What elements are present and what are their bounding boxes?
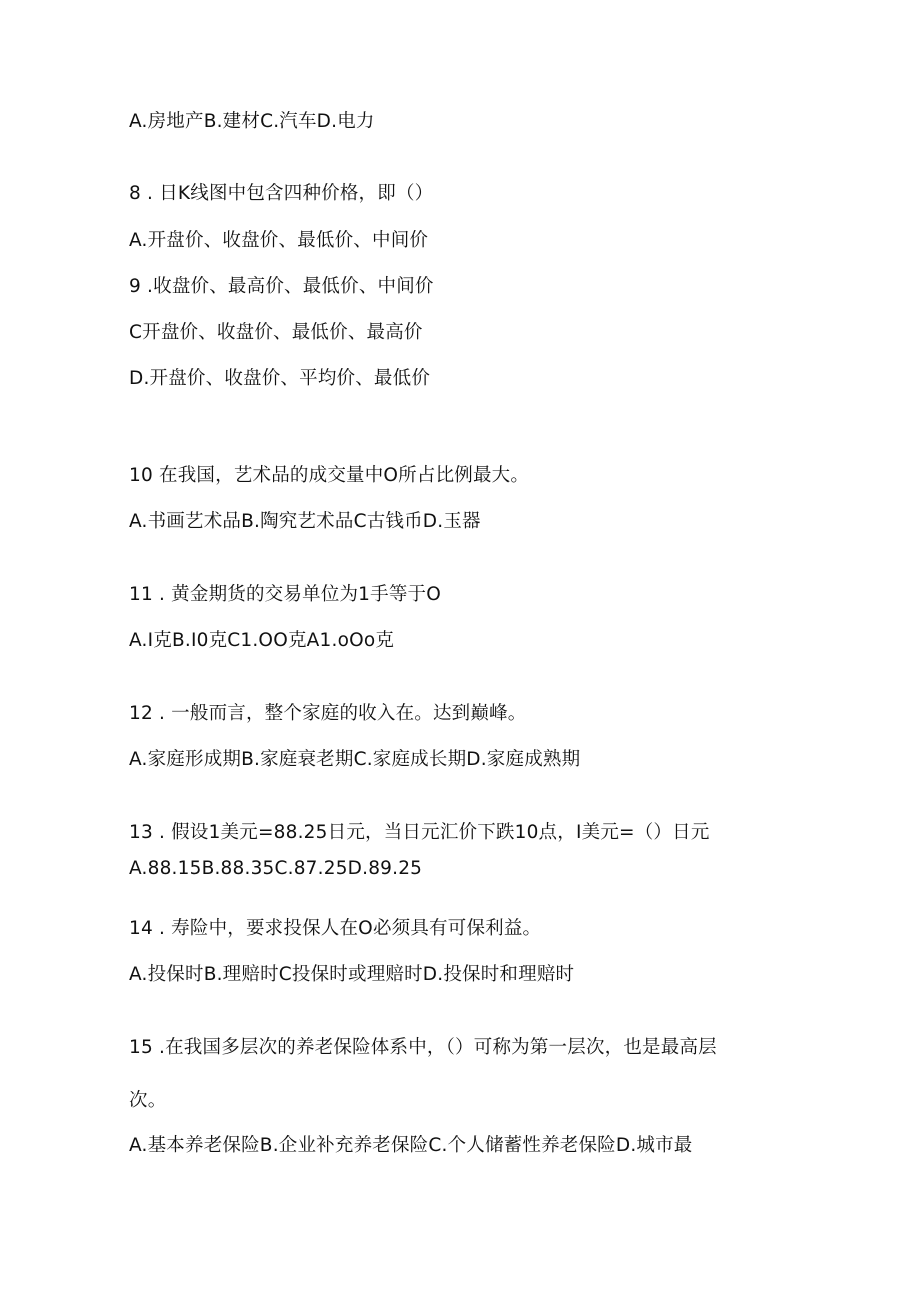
option-line-q13: A.88.15B.88.35C.87.25D.89.25 [129, 858, 423, 879]
option-b-q8: 9 .收盘价、最高价、最低价、中间价 [129, 276, 434, 297]
option-line-q12: A.家庭形成期B.家庭衰老期C.家庭成长期D.家庭成熟期 [129, 749, 581, 770]
question-8: 8 . 日K线图中包含四种价格，即（） [129, 183, 434, 204]
question-11: 11 . 黄金期货的交易单位为1手等于O [129, 584, 442, 605]
option-line-q14: A.投保时B.理赔时C投保时或理赔时D.投保时和理赔时 [129, 964, 575, 985]
question-12: 12 . 一般而言，整个家庭的收入在。达到巅峰。 [129, 703, 527, 724]
option-a-q8: A.开盘价、收盘价、最低价、中间价 [129, 230, 429, 251]
option-line-q7: A.房地产B.建材C.汽车D.电力 [129, 111, 375, 132]
option-line-q10: A.书画艺术品B.陶究艺术品C古钱币D.玉器 [129, 511, 481, 532]
option-line-q15: A.基本养老保险B.企业补充养老保险C.个人储蓄性养老保险D.城市最 [129, 1135, 693, 1156]
option-c-q8: C开盘价、收盘价、最低价、最高价 [129, 322, 423, 343]
question-10: 10 在我国，艺术品的成交量中O所占比例最大。 [129, 465, 530, 486]
question-14: 14 . 寿险中，要求投保人在O必须具有可保利益。 [129, 918, 542, 939]
question-13: 13 . 假设1美元=88.25日元，当日元汇价下跌10点，I美元=（）日元 [129, 822, 710, 843]
question-15-continued: 次。 [129, 1090, 167, 1111]
question-15: 15 .在我国多层次的养老保险体系中，（）可称为第一层次，也是最高层 [129, 1037, 717, 1058]
option-line-q11: A.I克B.I0克C1.OO克A1.oOo克 [129, 630, 395, 651]
option-d-q8: D.开盘价、收盘价、平均价、最低价 [129, 368, 431, 389]
